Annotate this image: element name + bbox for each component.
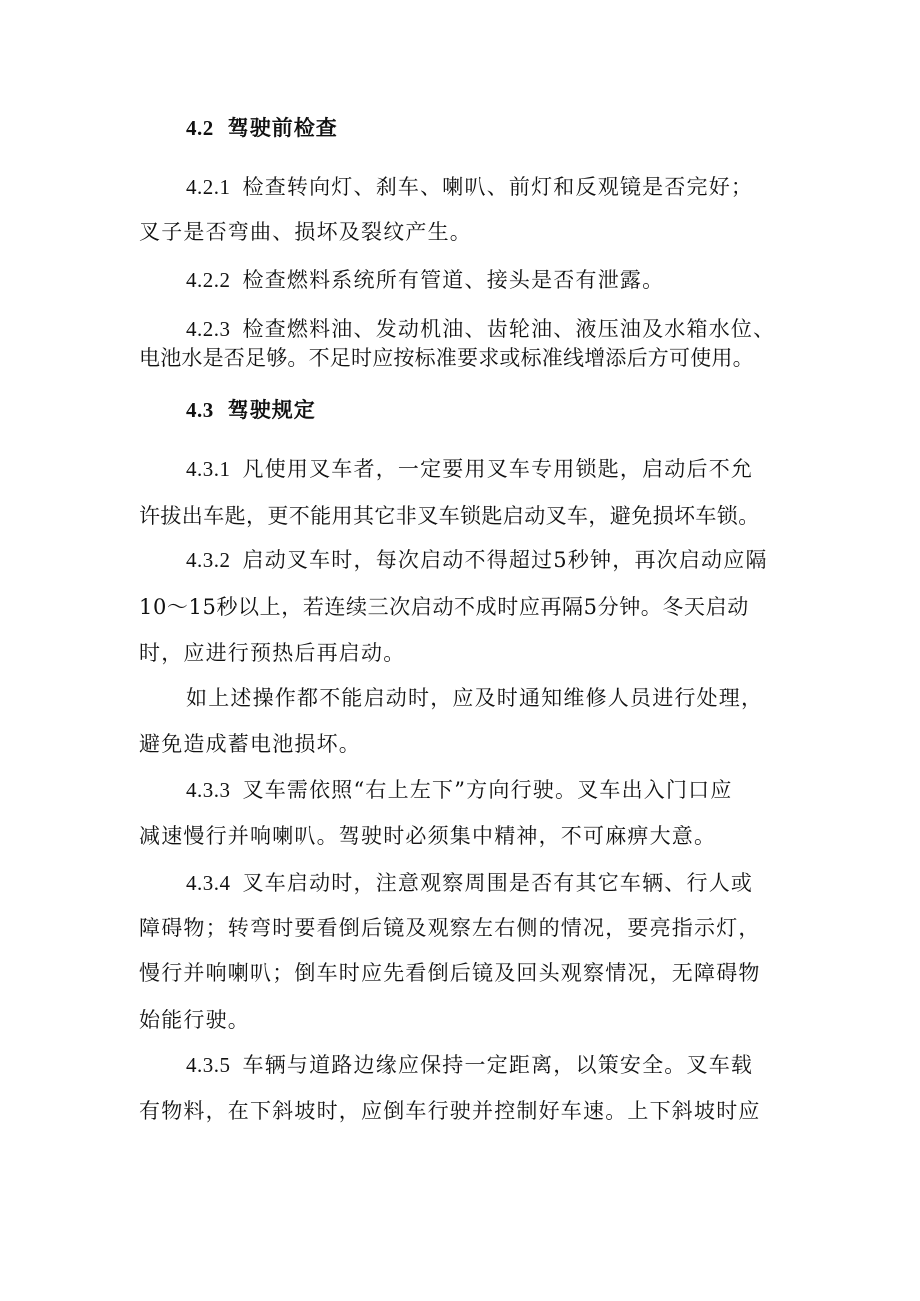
clause-text: 叉车需依照“右上左下”方向行驶。叉车出入门口应 [242,778,733,802]
paragraph-4-3-4-line-2: 障碍物；转弯时要看倒后镜及观察左右侧的情况，要亮指示灯， [139,916,761,940]
paragraph-4-3-3-line-2: 减速慢行并响喇叭。驾驶时必须集中精神，不可麻痹大意。 [139,824,717,848]
paragraph-4-2-3-line-1 [186,317,775,341]
clause-number: 4.3.5 [186,1053,231,1077]
paragraph-4-3-4-line-3: 慢行并响喇叭；倒车时应先看倒后镜及回头观察情况，无障碍物 [139,961,761,985]
section-heading-4-3 [186,394,316,424]
section-title: 驾驶前检查 [227,115,338,140]
clause-number: 4.3.4 [186,871,231,895]
section-number: 4.2 [186,116,214,140]
section-heading-4-2 [186,112,338,142]
clause-number: 4.2.2 [186,268,231,292]
clause-number: 4.3.3 [186,778,231,802]
clause-text: 检查燃料油、发动机油、齿轮油、液压油及水箱水位、 [242,317,776,341]
paragraph-4-2-1-line-1 [186,175,753,199]
section-title: 驾驶规定 [227,397,316,422]
clause-text: 凡使用叉车者，一定要用叉车专用锁匙，启动后不允 [242,457,754,481]
paragraph-4-3-5-line-1 [186,1053,753,1077]
clause-number: 4.2.1 [186,175,231,199]
paragraph-note-line-1: 如上述操作都不能启动时，应及时通知维修人员进行处理， [186,686,764,710]
clause-text: 启动叉车时，每次启动不得超过5秒钟，再次启动应隔 [242,548,768,572]
clause-number: 4.3.1 [186,457,231,481]
section-number: 4.3 [186,398,214,422]
paragraph-4-3-2-line-1 [186,548,768,572]
paragraph-4-2-1-line-2: 叉子是否弯曲、损坏及裂纹产生。 [139,220,472,244]
clause-text: 叉车启动时，注意观察周围是否有其它车辆、行人或 [242,871,754,895]
clause-number: 4.2.3 [186,317,231,341]
clause-number: 4.3.2 [186,548,231,572]
paragraph-4-2-2-line-1 [186,268,664,292]
clause-text: 检查燃料系统所有管道、接头是否有泄露。 [242,268,665,292]
clause-text: 车辆与道路边缘应保持一定距离，以策安全。叉车载 [242,1053,754,1077]
paragraph-4-3-4-line-4: 始能行驶。 [139,1008,250,1032]
paragraph-4-3-3-line-1 [186,778,733,802]
paragraph-4-3-2-line-2: 10～15秒以上，若连续三次启动不成时应再隔5分钟。冬天启动 [139,595,749,619]
paragraph-note-line-2: 避免造成蓄电池损坏。 [139,732,361,756]
paragraph-4-3-1-line-2: 许拔出车匙，更不能用其它非叉车锁匙启动叉车，避免损坏车锁。 [139,504,760,528]
paragraph-4-3-2-line-3: 时，应进行预热后再启动。 [139,641,406,665]
paragraph-4-2-3-line-2: 电池水是否足够。不足时应按标准要求或标准线增添后方可使用。 [139,346,754,370]
paragraph-4-3-1-line-1 [186,457,753,481]
paragraph-4-3-5-line-2: 有物料，在下斜坡时，应倒车行驶并控制好车速。上下斜坡时应 [139,1099,761,1123]
clause-text: 检查转向灯、刹车、喇叭、前灯和反观镜是否完好； [242,175,754,199]
paragraph-4-3-4-line-1 [186,871,753,895]
